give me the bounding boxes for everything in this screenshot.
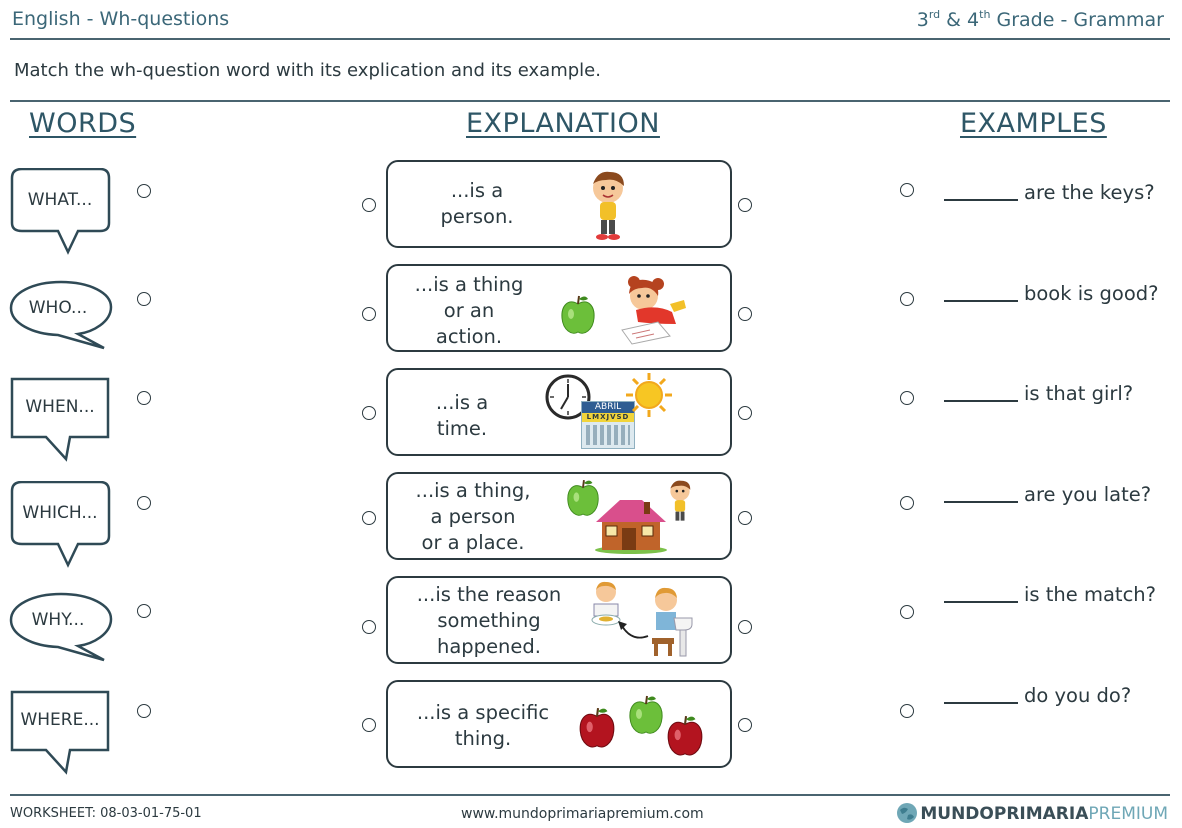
example-sentence: are you late? <box>944 483 1151 506</box>
example-match-dot[interactable] <box>900 391 914 405</box>
explanation-box-thing-action <box>386 264 732 352</box>
example-sentence: are the keys? <box>944 181 1155 204</box>
red-apple-icon <box>578 706 616 752</box>
worksheet-code: WORKSHEET: 08-03-01-75-01 <box>10 806 202 821</box>
explanation-text: ...is a specific thing. <box>416 701 550 750</box>
explanation-box-time <box>386 368 732 456</box>
word-bubble-why <box>8 592 114 662</box>
word-bubble-when <box>10 377 114 463</box>
worksheet-subject: English - Wh-questions <box>12 8 230 30</box>
word-label: WHERE... <box>20 710 100 730</box>
word-match-dot[interactable] <box>137 604 151 618</box>
example-sentence: is that girl? <box>944 382 1133 405</box>
example-match-dot[interactable] <box>900 496 914 510</box>
green-apple-icon <box>628 694 664 738</box>
words-heading: WORDS <box>29 108 137 139</box>
instructions: Match the wh-question word with its explication and its example. <box>14 60 601 81</box>
example-match-dot[interactable] <box>900 183 914 197</box>
explanation-box-thing-person-place <box>386 472 732 560</box>
globe-icon <box>896 802 918 824</box>
example-sentence: do you do? <box>944 684 1131 707</box>
word-match-dot[interactable] <box>137 184 151 198</box>
answer-blank[interactable] <box>944 601 1018 603</box>
examples-heading: EXAMPLES <box>960 108 1107 139</box>
answer-blank[interactable] <box>944 400 1018 402</box>
word-match-dot[interactable] <box>137 391 151 405</box>
explanation-heading: EXPLANATION <box>466 108 660 139</box>
word-label: WHICH... <box>22 503 98 523</box>
explanation-left-dot[interactable] <box>362 198 376 212</box>
calendar-icon: ABRIL LMXJVSD <box>581 401 635 449</box>
word-match-dot[interactable] <box>137 704 151 718</box>
explanation-box-reason <box>386 576 732 664</box>
explanation-text: ...is a time. <box>435 391 489 440</box>
explanation-box-specific-thing <box>386 680 732 768</box>
example-match-dot[interactable] <box>900 292 914 306</box>
sun-icon <box>624 372 674 418</box>
explanation-box-person <box>386 160 732 248</box>
explanation-left-dot[interactable] <box>362 718 376 732</box>
word-bubble-what <box>10 168 114 256</box>
example-sentence: book is good? <box>944 282 1158 305</box>
example-match-dot[interactable] <box>900 704 914 718</box>
answer-blank[interactable] <box>944 702 1018 704</box>
answer-blank[interactable] <box>944 199 1018 201</box>
explanation-left-dot[interactable] <box>362 511 376 525</box>
instructions-rule <box>10 100 1170 102</box>
explanation-right-dot[interactable] <box>738 307 752 321</box>
speech-bubble-icon <box>10 690 114 776</box>
explanation-text: ...is the reason something happened. <box>416 583 562 658</box>
brand-logo: MUNDOPRIMARIAPREMIUM <box>896 802 1168 824</box>
explanation-right-dot[interactable] <box>738 511 752 525</box>
word-bubble-which <box>10 481 114 569</box>
word-match-dot[interactable] <box>137 496 151 510</box>
word-label: WHAT... <box>27 190 93 210</box>
boy-icon <box>662 476 698 528</box>
house-icon <box>594 496 668 554</box>
word-label: WHY... <box>31 610 85 630</box>
footer-rule <box>10 794 1170 796</box>
example-sentence: is the match? <box>944 583 1156 606</box>
word-bubble-who <box>8 280 114 350</box>
answer-blank[interactable] <box>944 501 1018 503</box>
child-at-sink-icon <box>646 584 694 660</box>
speech-bubble-icon <box>10 377 114 463</box>
word-label: WHEN... <box>25 397 95 417</box>
website-link[interactable]: www.mundoprimariapremium.com <box>461 806 704 822</box>
explanation-left-dot[interactable] <box>362 620 376 634</box>
explanation-right-dot[interactable] <box>738 406 752 420</box>
red-apple-icon <box>666 714 704 760</box>
girl-drawing-icon <box>614 274 690 346</box>
explanation-text: ...is a thing or an action. <box>414 273 524 348</box>
word-match-dot[interactable] <box>137 292 151 306</box>
explanation-right-dot[interactable] <box>738 620 752 634</box>
explanation-left-dot[interactable] <box>362 307 376 321</box>
word-label: WHO... <box>28 298 88 318</box>
grade-label: 3rd & 4th Grade - Grammar <box>916 8 1164 31</box>
speech-bubble-icon <box>10 481 114 569</box>
boy-icon <box>580 168 636 242</box>
explanation-left-dot[interactable] <box>362 406 376 420</box>
explanation-text: ...is a person. <box>440 179 514 228</box>
green-apple-icon <box>560 294 596 338</box>
explanation-right-dot[interactable] <box>738 718 752 732</box>
explanation-text: ...is a thing, a person or a place. <box>415 479 531 554</box>
word-bubble-where <box>10 690 114 776</box>
header-rule <box>10 38 1170 40</box>
answer-blank[interactable] <box>944 300 1018 302</box>
example-match-dot[interactable] <box>900 605 914 619</box>
explanation-right-dot[interactable] <box>738 198 752 212</box>
speech-bubble-icon <box>10 168 114 256</box>
